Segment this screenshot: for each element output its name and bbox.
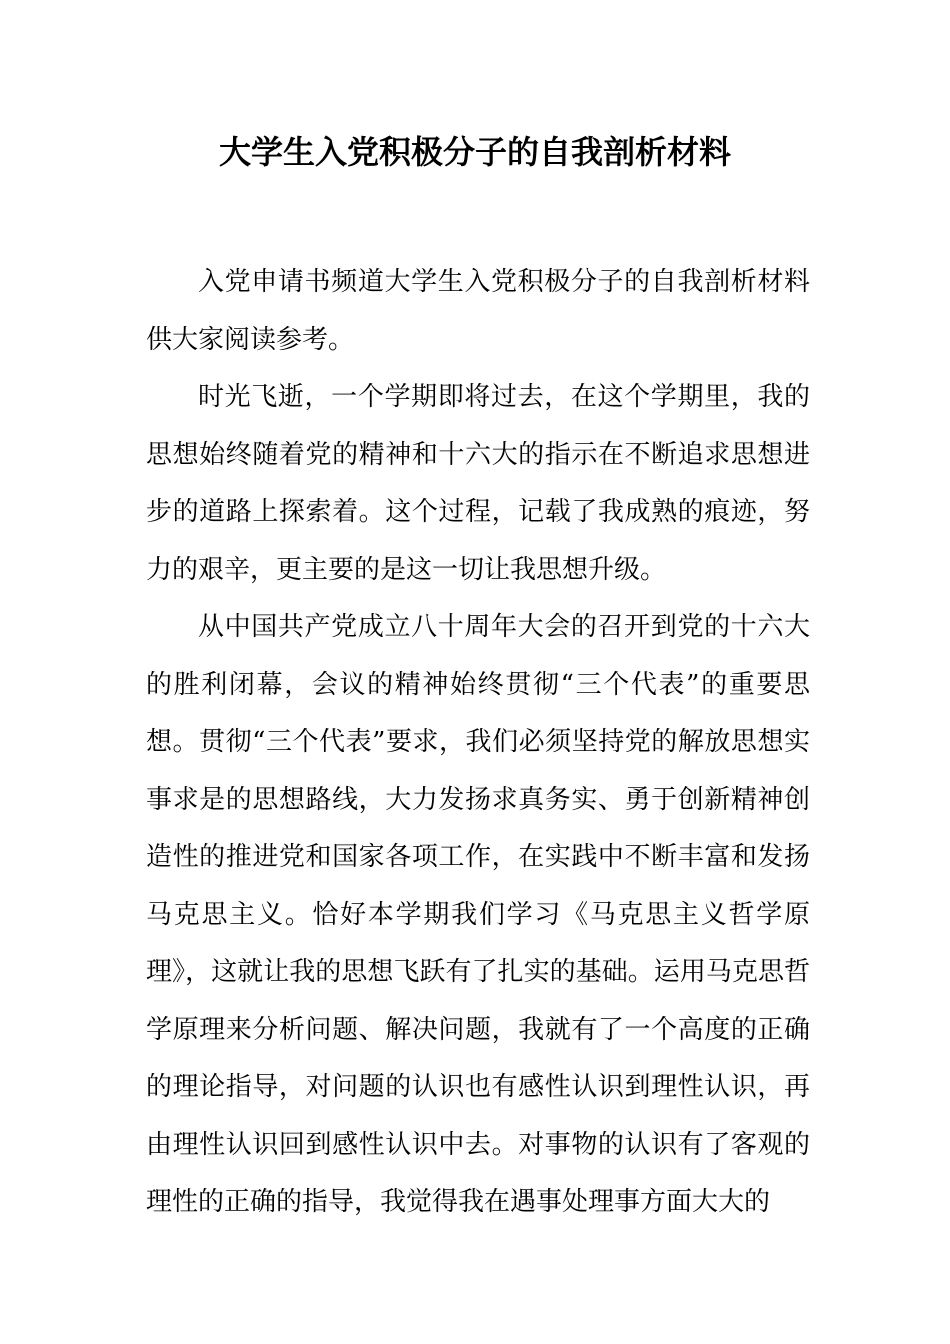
paragraph-intro: 入党申请书频道大学生入党积极分子的自我剖析材料供大家阅读参考。 [146,267,810,355]
document-title: 大学生入党积极分子的自我剖析材料 [218,133,731,171]
paragraph-party-congress: 从中国共产党成立八十周年大会的召开到党的十六大的胜利闭幕，会议的精神始终贯彻“三个代表”的重要思想。贯彻“三个代表”要求，我们必须坚持党的解放思想实事求是的思想路线，大力发扬求真务实、勇于创新精神创造性的推进党和国家各项工作，在实践中不断丰富和发扬马克思主义。恰好本学期我们学习《马克思主义哲学原理》，这就让我的思想飞跃有了扎实的基础。运用马克思哲学原理来分析问题、解决问题，我就有了一个高度的正确的理论指导，对问题的认识也有感性认识到理性认识，再由理性认识回到感性认识中去。对事物的认识有了客观的理性的正确的指导，我觉得我在遇事处理事方面大大的 [146,612,810,1217]
paragraph-semester: 时光飞逝，一个学期即将过去，在这个学期里，我的思想始终随着党的精神和十六大的指示在不断追求思想进步的道路上探索着。这个过程，记载了我成熟的痕迹，努力的艰辛，更主要的是这一切让我思想升级。 [146,382,810,585]
document-body [146,254,810,1232]
